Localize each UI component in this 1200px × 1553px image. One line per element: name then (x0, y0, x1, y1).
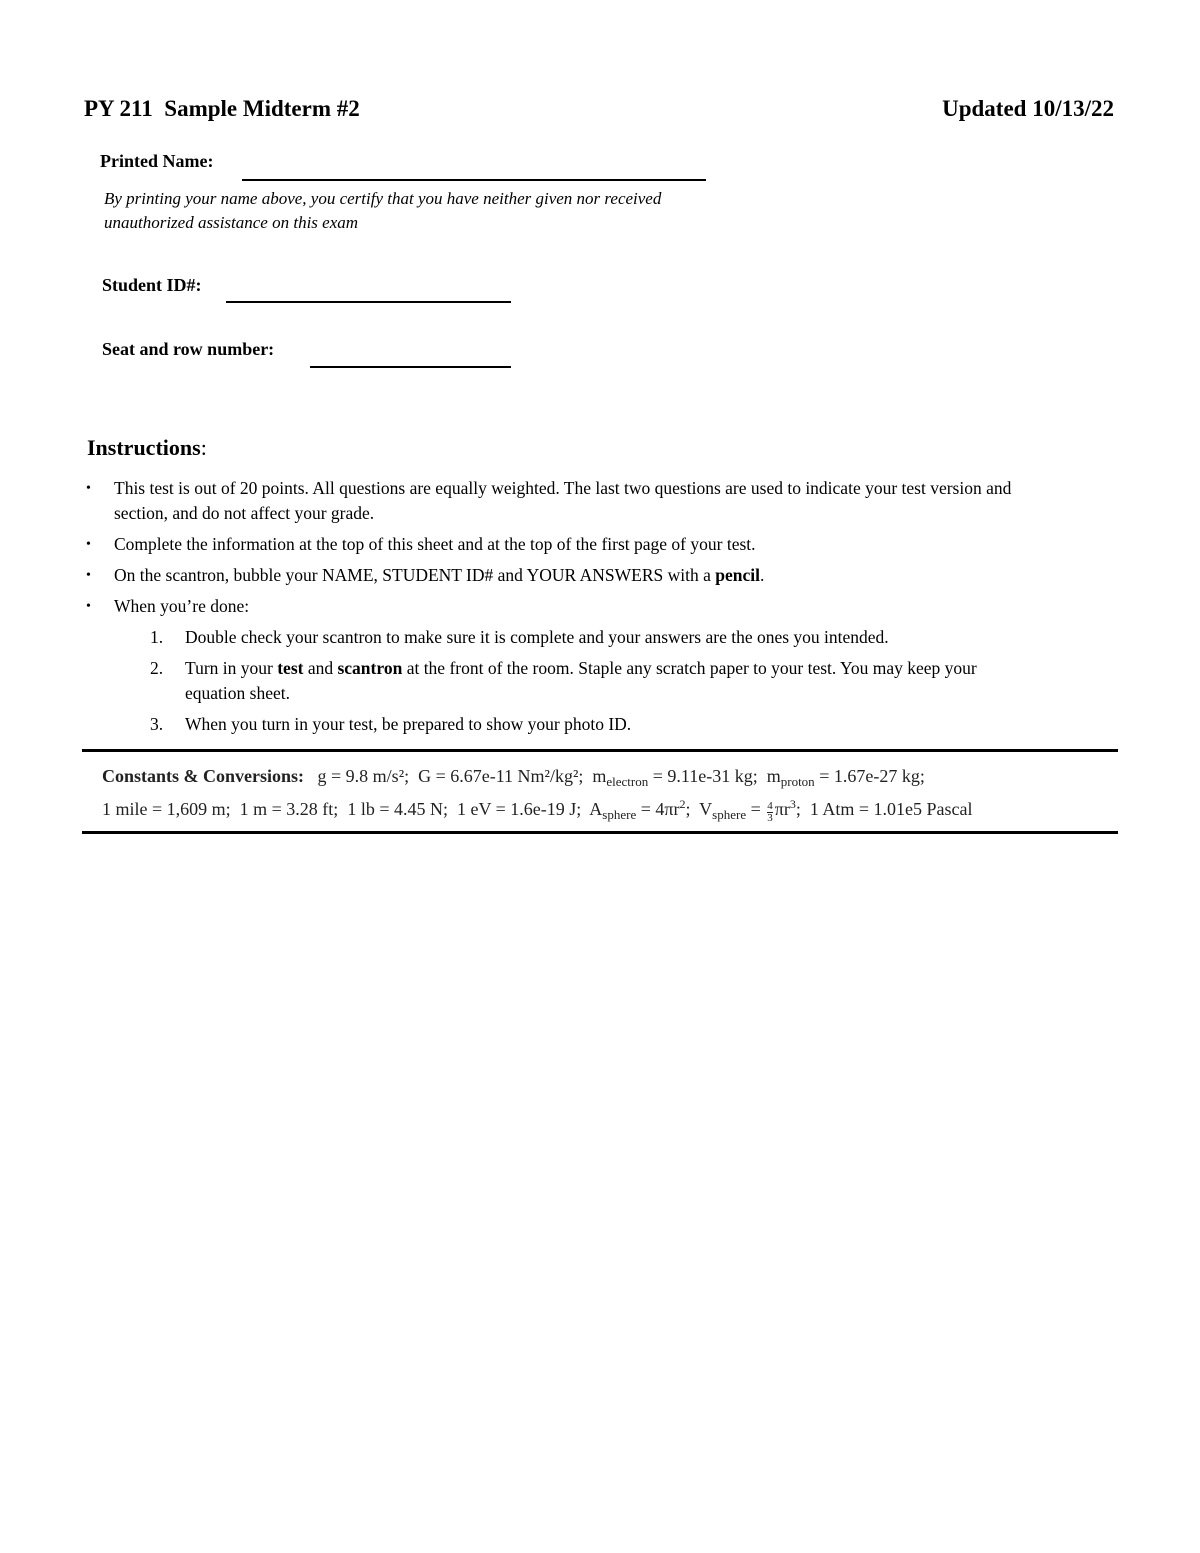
const-electron-mass (592, 766, 758, 789)
instruction-item-complete-info (84, 532, 1024, 557)
formula-sphere-area (589, 797, 691, 822)
student-id-field[interactable] (226, 301, 511, 303)
exam-title: PY 211 Sample Midterm #2 (84, 96, 360, 121)
step-text: Turn in your (185, 658, 278, 678)
value: πr (774, 799, 790, 819)
scantron-emphasis: scantron (337, 658, 403, 678)
updated-date: Updated 10/13/22 (942, 96, 1114, 121)
separator: ; (795, 799, 801, 819)
certification-text: By printing your name above, you certify that you have neither given nor received unauthorized assistance on this exam (104, 189, 662, 232)
constants-box (102, 760, 1112, 826)
bullet: • (86, 537, 91, 552)
exponent: 3 (789, 797, 796, 811)
fraction (767, 801, 773, 824)
bullet: • (86, 481, 91, 496)
step-text: When you turn in your test, be prepared to show your photo ID. (185, 714, 632, 734)
formula-sphere-volume (699, 797, 801, 824)
exponent: 2 (679, 797, 686, 811)
denominator: 3 (767, 812, 773, 824)
constants-bottom-rule (82, 831, 1118, 834)
value: = 9.11e-31 kg; (648, 766, 758, 786)
conv-pound: 1 lb = 4.45 N; (347, 799, 448, 819)
conv-atm: 1 Atm = 1.01e5 Pascal (809, 799, 973, 819)
instruction-text: This test is out of 20 points. All questions are equally weighted. The last two questions are used to indicate your test version and section, and do not affect your grade. (114, 478, 1012, 523)
instructions-heading-colon: : (200, 435, 207, 460)
conv-ev: 1 eV = 1.6e-19 J; (456, 799, 582, 819)
pencil-emphasis: pencil (715, 565, 760, 585)
constants-label: Constants & Conversions: (102, 766, 305, 786)
instruction-text: On the scantron, bubble your NAME, STUDENT ID# and YOUR ANSWERS with a (114, 565, 716, 585)
symbol: A (589, 799, 603, 819)
conv-mile: 1 mile = 1,609 m; (102, 799, 231, 819)
symbol: m (592, 766, 607, 786)
separator: ; (685, 799, 691, 819)
step-item-2 (114, 656, 1024, 706)
symbol: V (699, 799, 713, 819)
constants-top-rule (82, 749, 1118, 752)
subscript: sphere (712, 807, 747, 822)
seat-row-label: Seat and row number: (102, 339, 275, 359)
instruction-item-scantron (84, 563, 1024, 588)
test-emphasis: test (277, 658, 304, 678)
subscript: electron (606, 774, 649, 789)
instruction-item-points (84, 476, 1024, 526)
instructions-heading-text: Instructions (87, 435, 201, 460)
printed-name-field[interactable] (242, 179, 706, 181)
const-gravitational: G = 6.67e-11 Nm²/kg²; (418, 766, 584, 786)
instruction-item-when-done (84, 594, 1024, 737)
step-item-1 (114, 625, 1024, 650)
instructions-heading (87, 435, 207, 461)
numerator: 4 (767, 800, 773, 812)
instructions-list (84, 476, 1024, 743)
printed-name-label: Printed Name: (100, 151, 214, 171)
value: = 4πr (636, 799, 680, 819)
step-text: Double check your scantron to make sure it is complete and your answers are the ones you intended. (185, 627, 889, 647)
conv-meter: 1 m = 3.28 ft; (239, 799, 339, 819)
step-text: at the front of the room. Staple any scratch paper to your test. You may keep your equation sheet. (185, 658, 977, 703)
student-id-label: Student ID#: (102, 275, 202, 295)
done-steps-list (114, 625, 1024, 737)
step-number: 2. (150, 658, 164, 678)
seat-row-field[interactable] (310, 366, 511, 368)
value: = 1.67e-27 kg; (814, 766, 925, 786)
const-gravity: g = 9.8 m/s²; (317, 766, 410, 786)
constants-line-1 (102, 760, 1112, 793)
instruction-text: Complete the information at the top of this sheet and at the top of the first page of your test. (114, 534, 756, 554)
step-number: 3. (150, 714, 164, 734)
equals: = (746, 799, 766, 819)
bullet: • (86, 599, 91, 614)
subscript: proton (780, 774, 815, 789)
bullet: • (86, 568, 91, 583)
step-item-3 (114, 712, 1024, 737)
symbol: m (766, 766, 781, 786)
const-proton-mass (766, 766, 925, 789)
subscript: sphere (602, 807, 637, 822)
constants-line-2 (102, 793, 1112, 826)
step-number: 1. (150, 627, 164, 647)
instruction-text-end: . (760, 565, 765, 585)
instruction-text: When you’re done: (114, 596, 250, 616)
step-text: and (303, 658, 338, 678)
